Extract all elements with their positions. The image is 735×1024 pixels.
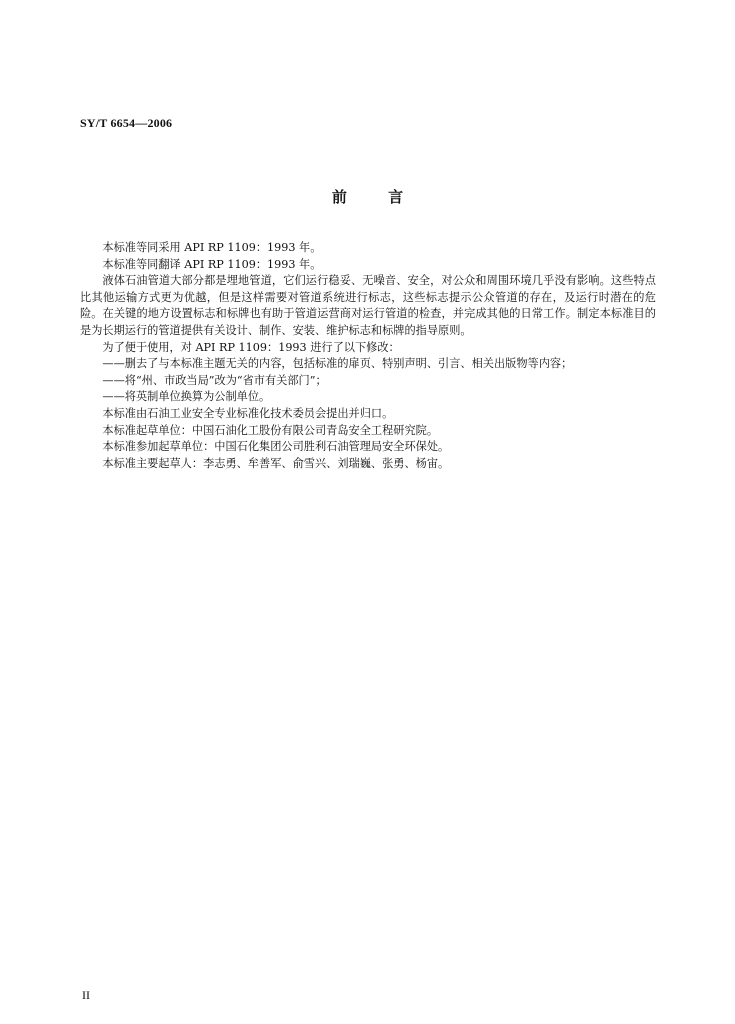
foreword-body: [80, 240, 656, 472]
paragraph-modifications-intro: 为了便于使用，对 API RP 1109：1993 进行了以下修改：: [102, 340, 400, 354]
list-item-modification: ——删去了与本标准主题无关的内容，包括标准的扉页、特别声明、引言、相关出版物等内容；: [102, 357, 573, 371]
paragraph-adoption: 本标准等同采用 API RP 1109：1993 年。: [102, 241, 322, 254]
list-item-modification: ——将“州、市政当局”改为“省市有关部门”；: [102, 373, 327, 387]
page-number: II: [82, 988, 90, 1002]
paragraph-background: 液体石油管道大部分都是埋地管道，它们运行稳妥、无噪音、安全，对公众和周围环境几乎没有影响。这些特点比其他运输方式更为优越，但是这样需要对管道系统进行标志，这些标志提示公众管道的存在，及运行时潜在的危险。在关键的地方设置标志和标牌也有助于管道运营商对运行管道的检查，并完成其他的日常工作。制定本标准目的是为长期运行的管道提供有关设计、制作、安装、维护标志和标牌的指导原则。: [80, 274, 656, 337]
paragraph-drafting-unit: 本标准起草单位：中国石油化工股份有限公司青岛安全工程研究院。: [102, 423, 439, 437]
page-title-char-1: 前: [331, 188, 347, 206]
paragraph-proposer: 本标准由石油工业安全专业标准化技术委员会提出并归口。: [102, 406, 394, 420]
page-title-char-2: 言: [388, 188, 404, 206]
standard-code: SY/T 6654—2006: [80, 116, 173, 130]
paragraph-translation: 本标准等同翻译 API RP 1109：1993 年。: [102, 257, 322, 271]
list-item-modification: ——将英制单位换算为公制单位。: [102, 390, 271, 404]
paragraph-participating-unit: 本标准参加起草单位：中国石化集团公司胜利石油管理局安全环保处。: [102, 440, 450, 454]
paragraph-drafters: 本标准主要起草人：李志勇、牟善军、俞雪兴、刘瑞巍、张勇、杨宙。: [102, 456, 450, 470]
page-title: [0, 186, 735, 207]
